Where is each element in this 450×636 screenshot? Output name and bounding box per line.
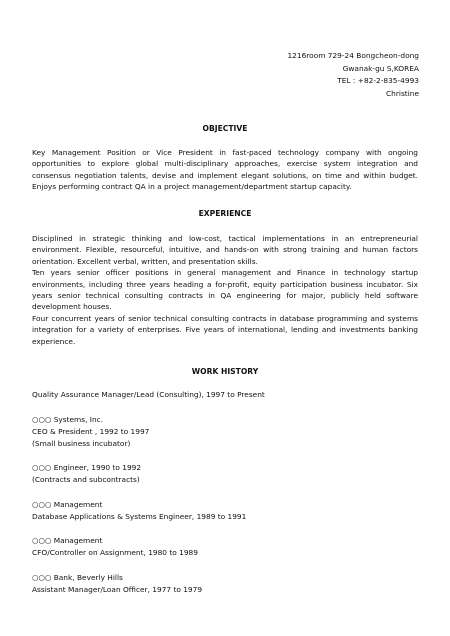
work-history-heading: WORK HISTORY bbox=[191, 367, 259, 376]
work-history-list bbox=[32, 389, 418, 596]
work-entry bbox=[32, 572, 418, 596]
experience-paragraph-2: Ten years senior officer positions in general management and Finance in technology startup environments, including three years heading a for-profit, equity participation business incubator. Six years senior technical consulting contracts in QA engineering for major, publicly held software development houses. bbox=[32, 268, 418, 312]
work-entry bbox=[32, 499, 418, 523]
objective-text bbox=[32, 147, 418, 193]
experience-paragraph-3: Four concurrent years of senior technical consulting contracts in database programming and systems integration for a variety of enterprises. Five years of international, lending and investments banking experience. bbox=[32, 313, 418, 346]
objective-heading: OBJECTIVE bbox=[202, 124, 248, 133]
experience-text bbox=[32, 233, 418, 347]
experience-heading: EXPERIENCE bbox=[198, 209, 252, 218]
address-line-2: Gwanak-gu S,KOREA bbox=[342, 63, 419, 73]
work-entry bbox=[32, 462, 418, 486]
experience-paragraph-1: Disciplined in strategic thinking and low-cost, tactical implementations in an entrepreneurial environment. Flexible, resourceful, intuitive, and hands-on with strong training and human factors orientation. Excellent verbal, written, and presentation skills. bbox=[32, 234, 418, 266]
work-entry-line: CFO/Controller on Assignment, 1980 to 1989 bbox=[32, 548, 198, 557]
phone-line: TEL : +82-2-835-4993 bbox=[337, 76, 419, 85]
address-line-1: 1216room 729-24 Bongcheon-dong bbox=[287, 51, 419, 60]
work-entry bbox=[32, 535, 418, 559]
work-entry-line: (Contracts and subcontracts) bbox=[32, 475, 140, 484]
work-entry-line: (Small business incubator) bbox=[32, 438, 131, 448]
work-entry-line: Assistant Manager/Loan Officer, 1977 to 1979 bbox=[32, 584, 203, 594]
objective-paragraph: Key Management Position or Vice President in fast-paced technology company with ongoing opportunities to explore global multi-disciplinary approaches, exercise system integration and consensus negotiation talents, devise and implement elegant solutions, on time and within budget. Enjoys performing contract QA in a project management/department startup capacity. bbox=[32, 148, 418, 192]
work-entry-line: Database Applications & Systems Engineer, 1989 to 1991 bbox=[32, 511, 247, 521]
work-entry-company: ○○○ Bank, Beverly Hills bbox=[32, 572, 123, 582]
work-entry bbox=[32, 389, 418, 401]
work-entry-line: Quality Assurance Manager/Lead (Consulting), 1997 to Present bbox=[32, 390, 265, 399]
work-entry-company: ○○○ Management bbox=[32, 536, 103, 545]
work-entry-line: CEO & President , 1992 to 1997 bbox=[32, 426, 150, 436]
work-entry-company: ○○○ Management bbox=[32, 499, 103, 509]
work-entry bbox=[32, 414, 418, 450]
applicant-name: Christine bbox=[386, 88, 419, 98]
work-entry-company: ○○○ Engineer, 1990 to 1992 bbox=[32, 463, 142, 472]
work-entry-company: ○○○ Systems, Inc. bbox=[32, 414, 104, 424]
address-block bbox=[287, 50, 419, 100]
